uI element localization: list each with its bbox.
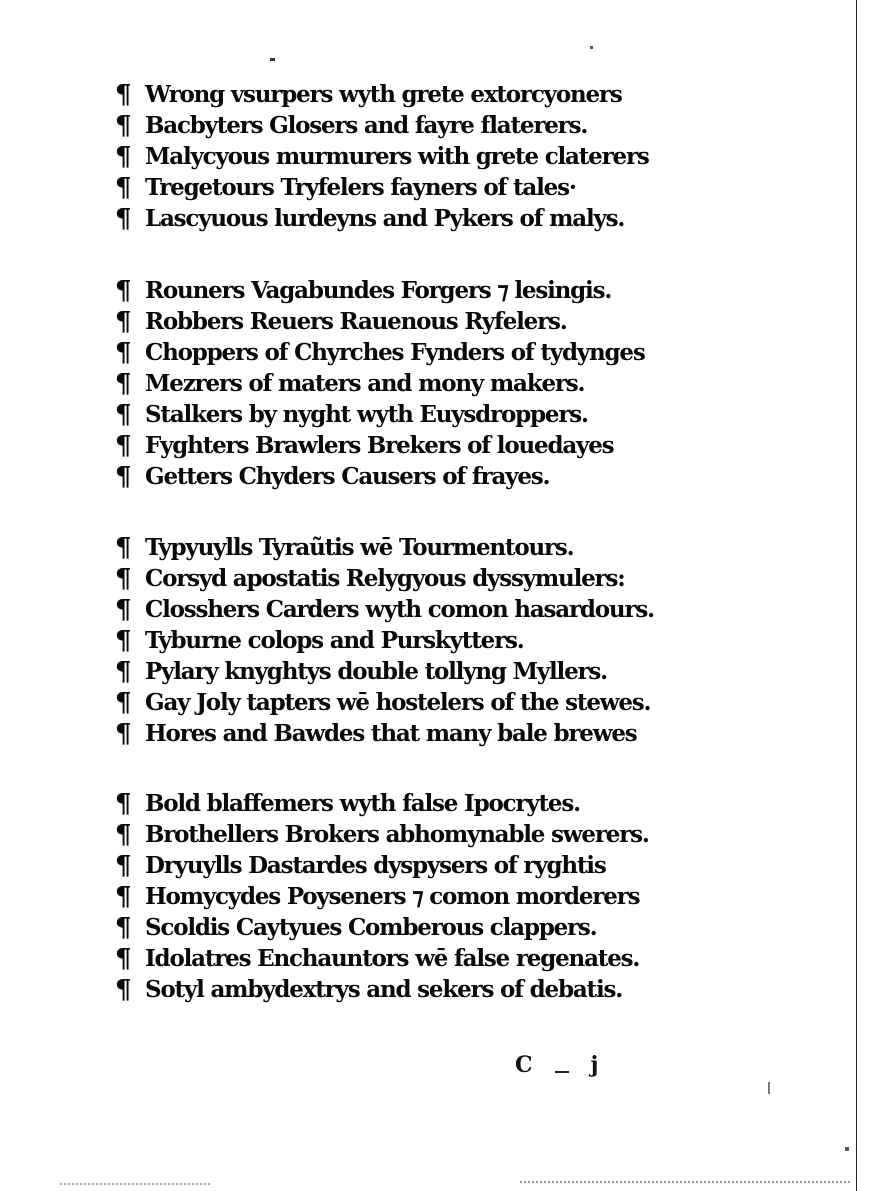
pilcrow-mark: ¶ [115,625,132,656]
verse-line: ¶ Choppers of Chyrches Fynders of tydynges [115,337,645,368]
verse-line: ¶ Fyghters Brawlers Brekers of louedayes [115,430,614,461]
verse-line: ¶ Tyburne colops and Purskytters. [115,625,524,656]
pilcrow-mark: ¶ [115,172,132,203]
pilcrow-mark: ¶ [115,399,132,430]
verse-line: ¶ Hores and Bawdes that many bale brewes [115,718,637,749]
verse-line: ¶ Homycydes Poyseners ⁊ comon morderers [115,881,640,912]
pilcrow-mark: ¶ [115,532,132,563]
verse-line: ¶ Corsyd apostatis Relygyous dyssymulers: [115,563,625,594]
pilcrow-mark: ¶ [115,461,132,492]
pilcrow-mark: ¶ [115,850,132,881]
signature-mark [515,1052,598,1078]
pilcrow-mark: ¶ [115,881,132,912]
page-edge-line [856,0,857,1191]
verse-line: ¶ Robbers Reuers Rauenous Ryfelers. [115,306,567,337]
signature-letter: C [515,1052,533,1078]
pilcrow-mark: ¶ [115,203,132,234]
pilcrow-mark: ¶ [115,110,132,141]
verse-line: ¶ Typyuylls Tyraũtis wē Tourmentours. [115,532,574,563]
pilcrow-mark: ¶ [115,687,132,718]
scan-edge-dots [60,1183,210,1187]
signature-dash [555,1071,569,1073]
ink-speck [845,1147,849,1151]
stanza-3 [115,532,715,749]
verse-line: ¶ Rouners Vagabundes Forgers ⁊ lesingis. [115,275,612,306]
pilcrow-mark: ¶ [115,79,132,110]
verse-line: ¶ Idolatres Enchauntors wē false regenates. [115,943,640,974]
verse-line: ¶ Bacbyters Glosers and fayre flaterers. [115,110,588,141]
verse-line: ¶ Getters Chyders Causers of frayes. [115,461,550,492]
pilcrow-mark: ¶ [115,594,132,625]
verse-line: ¶ Bold blaffemers wyth false Ipocrytes. [115,788,580,819]
pilcrow-mark: ¶ [115,912,132,943]
verse-line: ¶ Malycyous murmurers with grete claterers [115,141,649,172]
ink-speck [768,1082,770,1094]
pilcrow-mark: ¶ [115,275,132,306]
pilcrow-mark: ¶ [115,819,132,850]
verse-line: ¶ Sotyl ambydextrys and sekers of debatis. [115,974,623,1005]
verse-line: ¶ Brothellers Brokers abhomynable swerers. [115,819,649,850]
verse-line: ¶ Tregetours Tryfelers fayners of tales· [115,172,576,203]
stanza-4 [115,788,715,1005]
pilcrow-mark: ¶ [115,656,132,687]
pilcrow-mark: ¶ [115,368,132,399]
pilcrow-mark: ¶ [115,788,132,819]
ink-speck [270,58,275,61]
stanza-1 [115,79,715,234]
verse-line: ¶ Dryuylls Dastardes dyspysers of ryghtis [115,850,606,881]
verse-line: ¶ Lascyuous lurdeyns and Pykers of malys. [115,203,625,234]
pilcrow-mark: ¶ [115,718,132,749]
pilcrow-mark: ¶ [115,563,132,594]
ink-speck [590,46,593,49]
pilcrow-mark: ¶ [115,974,132,1005]
verse-line: ¶ Mezrers of maters and mony makers. [115,368,585,399]
pilcrow-mark: ¶ [115,306,132,337]
verse-line: ¶ Pylary knyghtys double tollyng Myllers. [115,656,607,687]
verse-line: ¶ Closshers Carders wyth comon hasardours. [115,594,654,625]
stanza-2 [115,275,715,492]
pilcrow-mark: ¶ [115,430,132,461]
pilcrow-mark: ¶ [115,141,132,172]
verse-line: ¶ Scoldis Caytyues Comberous clappers. [115,912,597,943]
signature-number: j [590,1052,599,1078]
pilcrow-mark: ¶ [115,337,132,368]
verse-line: ¶ Gay Joly tapters wē hostelers of the stewes. [115,687,651,718]
scan-edge-dots [520,1181,850,1185]
verse-line: ¶ Stalkers by nyght wyth Euysdroppers. [115,399,588,430]
pilcrow-mark: ¶ [115,943,132,974]
verse-line: ¶ Wrong vsurpers wyth grete extorcyoners [115,79,622,110]
